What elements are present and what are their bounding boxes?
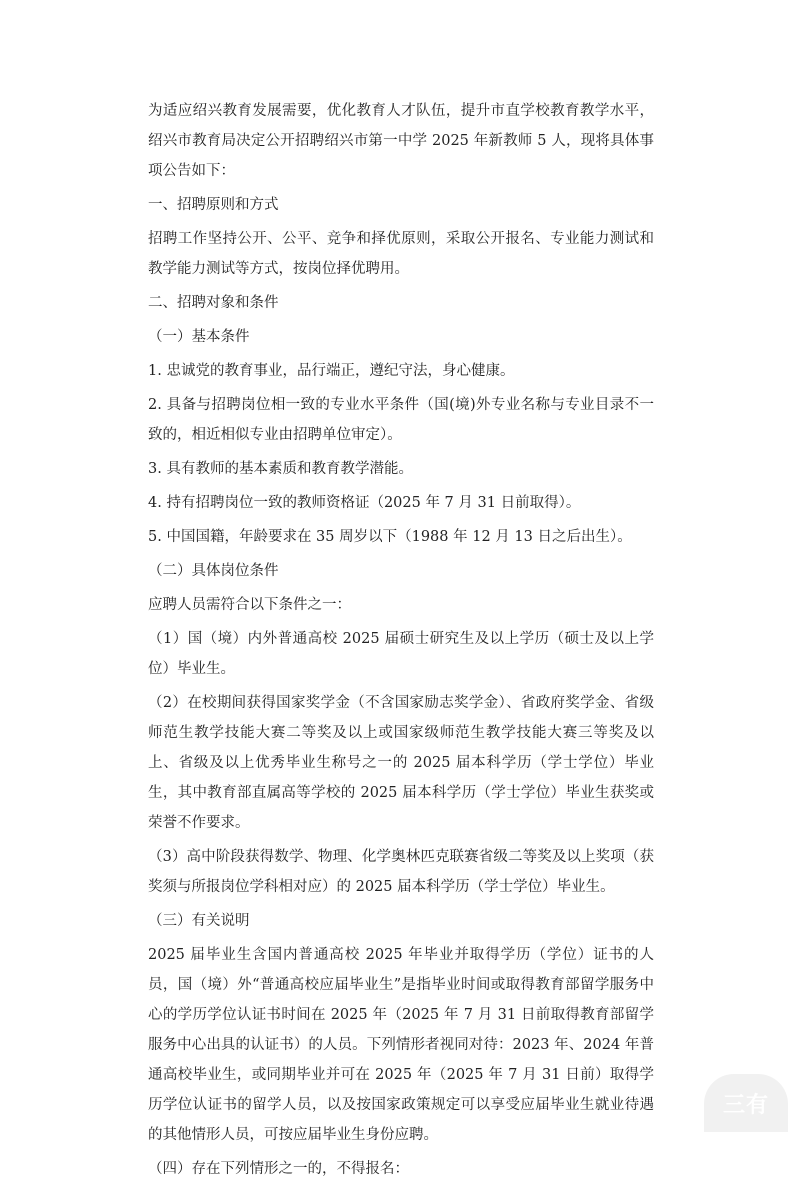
specific-condition-2: （2）在校期间获得国家奖学金（不含国家励志奖学金）、省政府奖学金、省级师范生教学技能大赛二等奖及以上或国家级师范生教学技能大赛三等奖及以上、省级及以上优秀毕业生称号之一的 2025 届本科学历（学士学位）毕业生，其中教育部直属高等学校的 2025 届本科学历（学士学位）毕业生获奖或荣誉不作要求。 bbox=[148, 695, 654, 831]
subsection-heading-specific: （二）具体岗位条件 bbox=[148, 563, 279, 579]
condition-item-3: 3. 具有教师的基本素质和教育教学潜能。 bbox=[148, 461, 413, 477]
notes-paragraph: 2025 届毕业生含国内普通高校 2025 年毕业并取得学历（学位）证书的人员，国（境）外“普通高校应届毕业生”是指毕业时间或取得教育部留学服务中心的学历学位认证书时间在 2025 年（2025 年 7 月 31 日前取得教育部留学服务中心出具的认证书）的人员。下列情形者视同对待：2023 年、2024 年普通高校毕业生，或同期毕业并可在 2025 年（2025 年 7 月 31 日前）取得学历学位认证书的留学人员，以及按国家政策规定可以享受应届毕业生就业待遇的其他情形人员，可按应届毕业生身份应聘。 bbox=[148, 947, 654, 1143]
section-heading-targets: 二、招聘对象和条件 bbox=[148, 295, 279, 311]
section-heading-principles: 一、招聘原则和方式 bbox=[148, 197, 279, 213]
condition-item-2: 2. 具备与招聘岗位相一致的专业水平条件（国(境)外专业名称与专业目录不一致的，相近相似专业由招聘单位审定）。 bbox=[148, 397, 654, 443]
intro-paragraph: 为适应绍兴教育发展需要，优化教育人才队伍，提升市直学校教育教学水平，绍兴市教育局决定公开招聘绍兴市第一中学 2025 年新教师 5 人，现将具体事项公告如下： bbox=[148, 103, 654, 179]
subsection-heading-basic: （一）基本条件 bbox=[148, 329, 250, 345]
principles-paragraph: 招聘工作坚持公开、公平、竞争和择优原则，采取公开报名、专业能力测试和教学能力测试等方式，按岗位择优聘用。 bbox=[148, 231, 654, 277]
watermark-logo: 三有 bbox=[704, 1074, 788, 1132]
condition-item-1: 1. 忠诚党的教育事业，品行端正，遵纪守法，身心健康。 bbox=[148, 363, 515, 379]
specific-condition-1: （1）国（境）内外普通高校 2025 届硕士研究生及以上学历（硕士及以上学位）毕业生。 bbox=[148, 631, 654, 677]
condition-item-4: 4. 持有招聘岗位一致的教师资格证（2025 年 7 月 31 日前取得）。 bbox=[148, 495, 581, 511]
specific-intro: 应聘人员需符合以下条件之一： bbox=[148, 597, 351, 613]
announcement-body bbox=[148, 96, 654, 1188]
condition-item-5: 5. 中国国籍，年龄要求在 35 周岁以下（1988 年 12 月 13 日之后出生）。 bbox=[148, 529, 632, 545]
subsection-heading-exclusions: （四）存在下列情形之一的，不得报名： bbox=[148, 1161, 409, 1177]
specific-condition-3: （3）高中阶段获得数学、物理、化学奥林匹克联赛省级二等奖及以上奖项（获奖须与所报岗位学科相对应）的 2025 届本科学历（学士学位）毕业生。 bbox=[148, 849, 654, 895]
subsection-heading-notes: （三）有关说明 bbox=[148, 913, 250, 929]
